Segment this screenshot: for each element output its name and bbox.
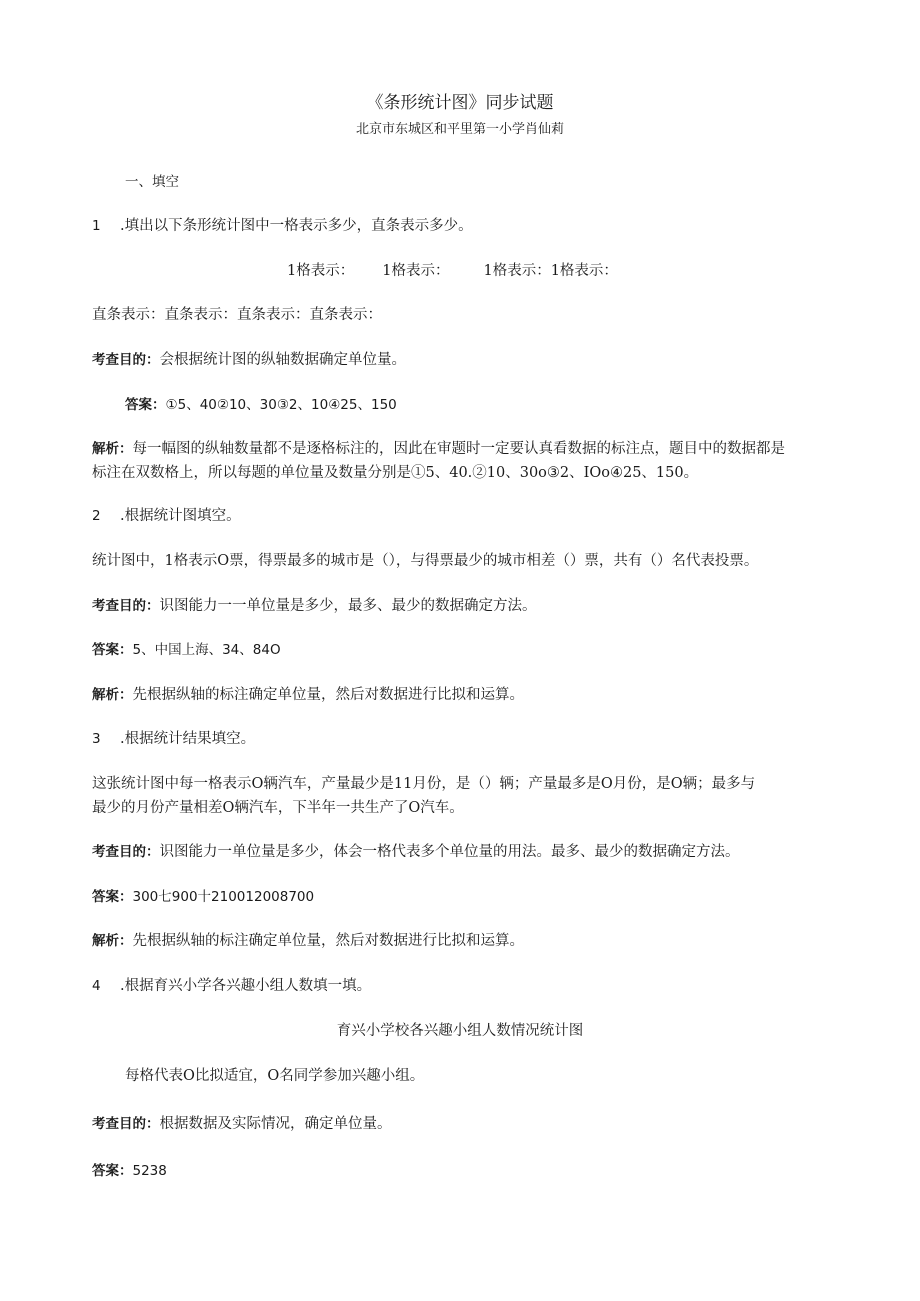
q3-purpose [92, 842, 740, 862]
q4-purpose [92, 1114, 392, 1134]
q1-grid-label-4: 1格表示： [550, 263, 618, 279]
q3-answer-label: 答案： [92, 889, 133, 905]
q1-number: 1 [92, 218, 101, 234]
q3-text: .根据统计结果填空。 [120, 731, 256, 747]
q1-purpose [92, 350, 406, 370]
q1-grid-label-2: 1格表示： [382, 263, 450, 279]
q2-analysis-text: 先根据纵轴的标注确定单位量，然后对数据进行比拟和运算。 [132, 687, 524, 703]
q2-purpose-label: 考查目的： [92, 598, 160, 614]
q1-analysis [92, 439, 785, 459]
q1-grid-labels [287, 261, 618, 281]
q2-number: 2 [92, 508, 101, 524]
q1-text: .填出以下条形统计图中一格表示多少，直条表示多少。 [120, 218, 473, 234]
q2-text: .根据统计图填空。 [120, 508, 241, 524]
q3-analysis-label: 解析： [92, 933, 133, 949]
q1-purpose-label: 考查目的： [92, 352, 160, 368]
q3-body-line2: 最少的月份产量相差O辆汽车，下半年一共生产了O汽车。 [92, 800, 464, 816]
q4-purpose-text: 根据数据及实际情况，确定单位量。 [159, 1116, 392, 1132]
q2-analysis-label: 解析： [92, 687, 133, 703]
q3-number: 3 [92, 731, 101, 747]
q1-purpose-text: 会根据统计图的纵轴数据确定单位量。 [159, 352, 406, 368]
q4-answer-label: 答案： [92, 1163, 133, 1179]
q2-purpose-text: 识图能力一一单位量是多少，最多、最少的数据确定方法。 [159, 598, 537, 614]
q4-answer [92, 1161, 167, 1181]
q3-body-line1: 这张统计图中每一格表示O辆汽车，产量最少是11月份，是（）辆；产量最多是O月份，是O辆；最多与 [92, 776, 756, 792]
q1-answer-label: 答案： [125, 397, 166, 413]
q3-analysis [92, 931, 524, 951]
q2-body: 统计图中，1格表示O票，得票最多的城市是（），与得票最少的城市相差（）票，共有（）名代表投票。 [92, 553, 759, 569]
q4-number: 4 [92, 978, 101, 994]
q1-analysis-line2: 标注在双数格上，所以每题的单位量及数量分别是①5、40.②10、30o③2、IOo④25、150。 [92, 465, 699, 481]
section-heading: 一、填空 [125, 174, 179, 190]
q2-answer [92, 640, 281, 660]
q2-prompt [92, 506, 241, 526]
q3-purpose-label: 考查目的： [92, 844, 160, 860]
q1-grid-label-3: 1格表示： [483, 263, 551, 279]
q1-analysis-line1: 每一幅图的纵轴数量都不是逐格标注的，因此在审题时一定要认真看数据的标注点，题目中的数据都是 [132, 441, 785, 457]
q1-answer-text: ①5、40②10、30③2、10④25、150 [165, 397, 397, 413]
q1-grid-label-1: 1格表示： [287, 263, 355, 279]
q4-answer-text: 5238 [132, 1163, 167, 1179]
q2-analysis [92, 685, 524, 705]
q1-prompt [92, 216, 473, 236]
q2-purpose [92, 596, 537, 616]
q4-body: 每格代表O比拟适宜，O名同学参加兴趣小组。 [125, 1068, 425, 1084]
q3-analysis-text: 先根据纵轴的标注确定单位量，然后对数据进行比拟和运算。 [132, 933, 524, 949]
q4-purpose-label: 考查目的： [92, 1116, 160, 1132]
q4-chart-title: 育兴小学校各兴趣小组人数情况统计图 [336, 1023, 584, 1039]
document-author: 北京市东城区和平里第一小学肖仙莉 [355, 122, 564, 137]
document-title: 《条形统计图》同步试题 [366, 93, 554, 113]
q4-text: .根据育兴小学各兴趣小组人数填一填。 [120, 978, 372, 994]
q2-answer-label: 答案： [92, 642, 133, 658]
q4-prompt [92, 976, 371, 996]
q3-answer [92, 887, 314, 907]
q2-answer-text: 5、中国上海、34、84O [132, 642, 281, 658]
q3-purpose-text: 识图能力一单位量是多少，体会一格代表多个单位量的用法。最多、最少的数据确定方法。 [159, 844, 740, 860]
q3-prompt [92, 729, 255, 749]
q1-answer [125, 395, 397, 415]
q3-answer-text: 300七900十210012008700 [132, 889, 315, 905]
q1-analysis-label: 解析： [92, 441, 133, 457]
q1-bar-labels: 直条表示：直条表示：直条表示：直条表示： [92, 307, 382, 323]
